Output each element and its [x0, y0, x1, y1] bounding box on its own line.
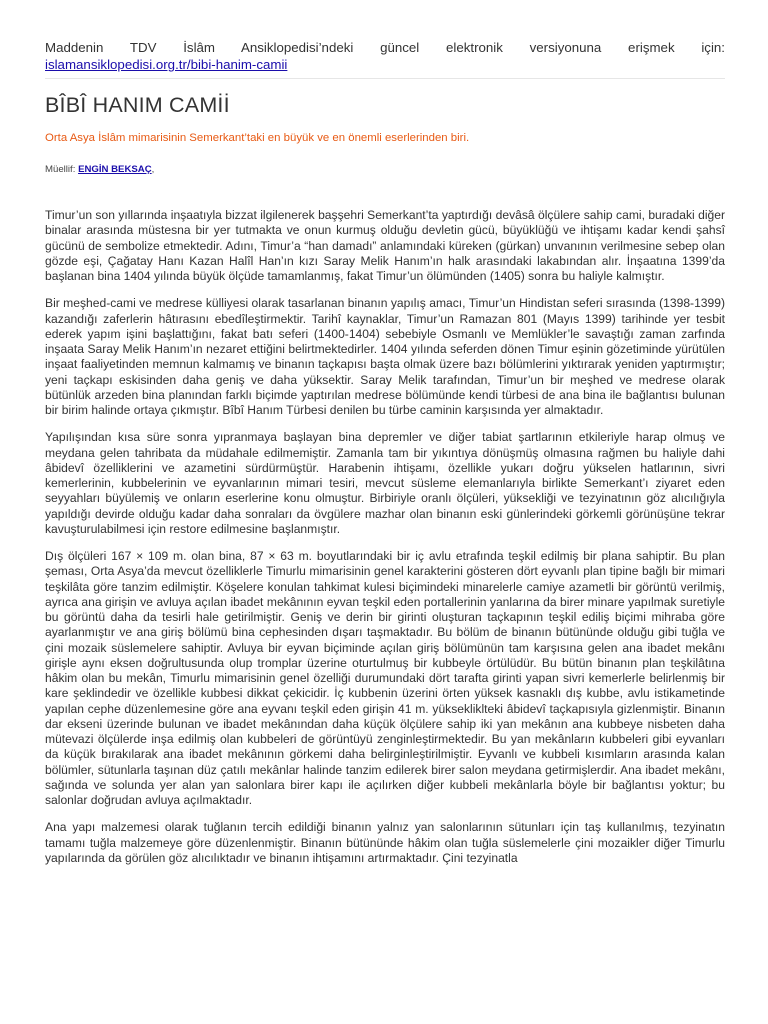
paragraph-1-text-b: (gürkan) unvanının verilmesine sebep olan gözde eşi, Çağatay Hanı Kazan Halîl Han’ın kızı Saray Melik Hanım’ın halk arasındaki lakabından alır. İnşaatına 1399’da başlanan bina 1404 yılında büyük ölçüde tamamlanmış, fakat Timur’un ölümünden (1405) sonra bu haliyle kalmıştır. [45, 238, 725, 283]
paragraph-1-text-a: Timur’un son yıllarında inşaatıyla bizzat ilgilenerek başşehri Semerkant’ta yaptırdığı devâsâ ölçülere sahip cami, buradaki diğer binalar arasında müstesna bir yer tutmakta ve onun kurmuş olduğu devletin gücü, büyüklüğü ve ihtişamı kadar kendi şahsî gücünü de sembolize etmektedir. Adını, Timur’a “han damadı” anlamındaki [45, 208, 725, 253]
author-link[interactable]: ENGİN BEKSAÇ [78, 164, 152, 175]
paragraph-5: Ana yapı malzemesi olarak tuğlanın tercih edildiği binanın yalnız yan salonlarının sütunları için taş kullanılmış, tezyinatın tamamı tuğla malzemeye göre düzenlenmiştir. Binanın bütününde hâkim olan tuğla süslemelerle çini mozaikler diğer Timurlu yapılarında da görülen göz alıcılıktadır ve binanın ihtişamını artırmaktadır. Çini tezyinatla [45, 820, 725, 865]
article-body [45, 208, 725, 878]
header-divider [45, 78, 725, 79]
author-line [45, 163, 154, 176]
term-link-kureken[interactable]: küreken [448, 238, 492, 253]
access-note: Maddenin TDV İslâm Ansiklopedisi’ndeki güncel elektronik versiyonuna erişmek için: [45, 40, 725, 55]
author-suffix: , [151, 164, 155, 175]
paragraph-4: Dış ölçüleri 167 × 109 m. olan bina, 87 × 63 m. boyutlarındaki bir iç avlu etrafında teşkil edilmiş bir plana sahiptir. Bu plan şeması, Orta Asya’da mevcut özelliklerle Timurlu mimarisinin genel karakterini gösteren dört eyvanlı plan tipine bağlı bir mimari teşkilâta göre tanzim edilmiştir. Köşelere konulan tahkimat kulesi biçimindeki minarelerle camiye azametli bir görüntü verilmiş, ayrıca ana girişin ve avluya açılan ibadet mekânının eyvan teşkil eden portallerinin yanlarına da birer minare yapılmak suretiyle bu görüntü daha da tesirli hale getirilmiştir. Geniş ve derin bir girinti oluşturan taçkapının teşkil ediliş biçimi mihraba göre ayarlanmıştır ve ana giriş bölümü bina cephesinden dışarı taşmaktadır. Bu bölüm de binanın bütününde olduğu gibi tuğla ve çini mozaik süslemelere sahiptir. Avluya bir eyvan biçiminde açılan giriş bölümünün tam karşısına gelen ana ibadet mekânı girişle aynı eksen doğrultusunda olup tromplar üzerine oturtulmuş bir kubbeyle örtülüdür. Bu bütün binanın plan teşkilâtına hâkim olan bu mekân, Timurlu mimarisinin genel özelliği durumundaki dört tarafta girinti yapan sivri kemerlerle belirlenmiş bir kare şeklindedir ve özellikle kubbesi dikkat çekicidir. İç kubbenin üzerini örten yüksek kasnaklı dış kubbe, avlu istikametinde yapılan cephe düzenlemesine göre ana eyvanı teşkil eden girişin 41 m. yüksekliklteki âbidevî taçkapısıyla gizlenmiştir. Binanın dar ekseni üzerinde bulunan ve ibadet mekânından daha küçük ölçülere sahip iki yan mekânın ana kubbeye nisbeten daha mütevazi ölçülerde inşa edilmiş olan kubbeleri de görüntüyü zenginleştirmektedir. Bu yan mekânların kubbeleri gibi eyvanları da küçük bırakılarak ana ibadet mekânının görkemi daha belirginleştirilmiştir. Eyvanlı ve kubbeli kısımların arasında kalan bölümler, sütunlarla taşınan düz çatılı mekânlar halinde tanzim edilerek birer salon meydana getirmişlerdir. Ana ibadet mekânı, sağında ve solunda yer alan yan salonlara birer kapı ile açılırken diğer kubbeli mekânlarla böyle bir bağlantısı yoktur; bu salonlar doğrudan avluya açılmaktadır. [45, 549, 725, 807]
paragraph-1 [45, 208, 725, 284]
paragraph-2: Bir meşhed-cami ve medrese külliyesi olarak tasarlanan binanın yapılış amacı, Timur’un Hindistan seferi sırasında (1398-1399) kazandığı zaferlerin hâtırasını ebedîleştirmektir. Tarihî kaynaklar, Timur’un Ramazan 801 (Mayıs 1399) tarihinde yer tesbit ederek yapım işini başlattığını, fakat batı seferi (1400-1404) sebebiyle Osmanlı ve Memlükler’le savaştığı zaman zarfında inşaata Saray Melik Hanım’ın nezaret ettiğini belirtmektedirler. 1404 yılında seferden dönen Timur eşinin gözetiminde yürütülen inşaat faaliyetinden memnun kalmamış ve binanın taçkapısı başta olmak üzere bazı bölümlerini yıktırarak yeniden yaptırmıştır; yeni taçkapı eskisinden daha geniş ve daha yüksektir. Saray Melik tarafından, Timur’un bir meşhed ve medrese olarak bütünlük arzeden bina planından farklı biçimde yaptırılan medrese bölümünde kendi türbesi de ana bina ile bağlantısı bulunan bir birim halinde ortaya çıkmıştır. Bîbî Hanım Türbesi denilen bu türbe caminin karşısında yer almaktadır. [45, 296, 725, 417]
paragraph-3: Yapılışından kısa süre sonra yıpranmaya başlayan bina depremler ve diğer tabiat şartlarının etkileriyle harap olmuş ve meydana gelen tahribata da müdahale edilmemiştir. Zamanla tam bir yıkıntıya dönüşmüş olmasına rağmen bu haliyle dahi âbidevî özelliklerini ve azametini sürdürmüştür. Harabenin ihtişamı, özellikle yukarı doğru yükselen hatlarının, sivri kemerlerinin, kubbelerinin ve eyvanlarının mimari tesiri, mevcut süsleme elemanlarıyla birlikte Semerkant’ı ziyaret eden seyyahları büyülemiş ve onların eserlerine konu olmuştur. Birbiriyle oranlı ölçüleri, yüksekliği ve tezyinatının göz alıcılığıyla yapıldığı devirde olduğu kadar daha sonraları da övgülere mazhar olan binanın eski günlerindeki görkemli görünüşüne tekrar kavuşturulabilmesi için restore edilmesine başlanmıştır. [45, 430, 725, 536]
encyclopedia-link[interactable]: islamansiklopedisi.org.tr/bibi-hanim-camii [45, 57, 288, 72]
article-lead: Orta Asya İslâm mimarisinin Semerkant’taki en büyük ve en önemli eserlerinden biri. [45, 132, 470, 144]
article-title: BÎBÎ HANIM CAMİİ [45, 93, 230, 117]
author-label: Müellif: [45, 164, 76, 175]
